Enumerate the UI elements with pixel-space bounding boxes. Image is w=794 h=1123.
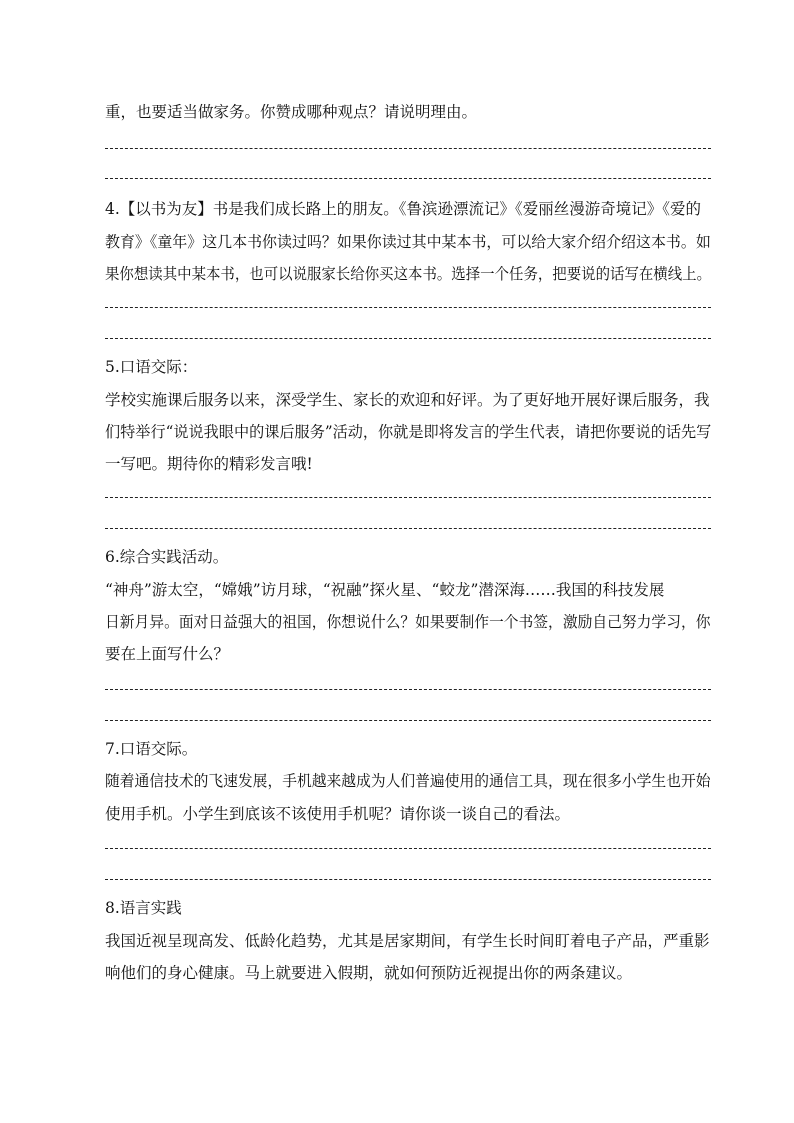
q6-line-3: 要在上面写什么？ [105,645,230,663]
q5-line-1: 学校实施课后服务以来，深受学生、家长的欢迎和好评。为了更好地开展好课后服务，我 [105,391,710,409]
answer-line[interactable] [105,879,711,880]
q8-line-2: 响他们的身心健康。马上就要进入假期，就如何预防近视提出你的两条建议。 [105,964,633,982]
q5-line-3: 一写吧。期待你的精彩发言哦! [105,455,313,473]
q7-line-2: 使用手机。小学生到底该不该使用手机呢？请你谈一谈自己的看法。 [105,805,571,823]
answer-line[interactable] [105,307,711,308]
q6-line-2: 日新月异。面对日益强大的祖国，你想说什么？如果要制作一个书签，激励自己努力学习，你 [105,613,711,631]
answer-line[interactable] [105,148,711,149]
answer-line[interactable] [105,338,711,339]
q4-line-1: 4.【以书为友】书是我们成长路上的朋友。《鲁滨逊漂流记》《爱丽丝漫游奇境记》《爱的 [105,200,702,218]
q4-line-3: 果你想读其中某本书，也可以说服家长给你买这本书。选择一个任务，把要说的话写在横线上。 [105,265,712,283]
answer-line[interactable] [105,848,711,849]
q3-text-tail: 重，也要适当做家务。你赞成哪种观点？请说明理由。 [105,103,478,121]
answer-line[interactable] [105,178,711,179]
q6-line-1: “神舟”游太空，“嫦娥”访月球，“祝融”探火星、“蛟龙”潜深海……我国的科技发展 [105,581,665,599]
q4-line-2: 教育》《童年》这几本书你读过吗？如果你读过其中某本书，可以给大家介绍介绍这本书。如 [105,233,711,251]
q5-line-2: 们特举行“说说我眼中的课后服务”活动，你就是即将发言的学生代表，请把你要说的话先写 [105,423,712,441]
q8-title: 8.语言实践 [105,899,182,917]
answer-line[interactable] [105,528,711,529]
answer-line[interactable] [105,689,711,690]
q6-title: 6.综合实践活动。 [105,548,229,566]
q7-line-1: 随着通信技术的飞速发展，手机越来越成为人们普遍使用的通信工具，现在很多小学生也开始 [105,772,711,790]
q8-line-1: 我国近视呈现高发、低龄化趋势，尤其是居家期间，有学生长时间盯着电子产品，严重影 [105,932,710,950]
answer-line[interactable] [105,497,711,498]
q5-title: 5.口语交际： [105,358,198,376]
q7-title: 7.口语交际。 [105,740,198,758]
answer-line[interactable] [105,720,711,721]
